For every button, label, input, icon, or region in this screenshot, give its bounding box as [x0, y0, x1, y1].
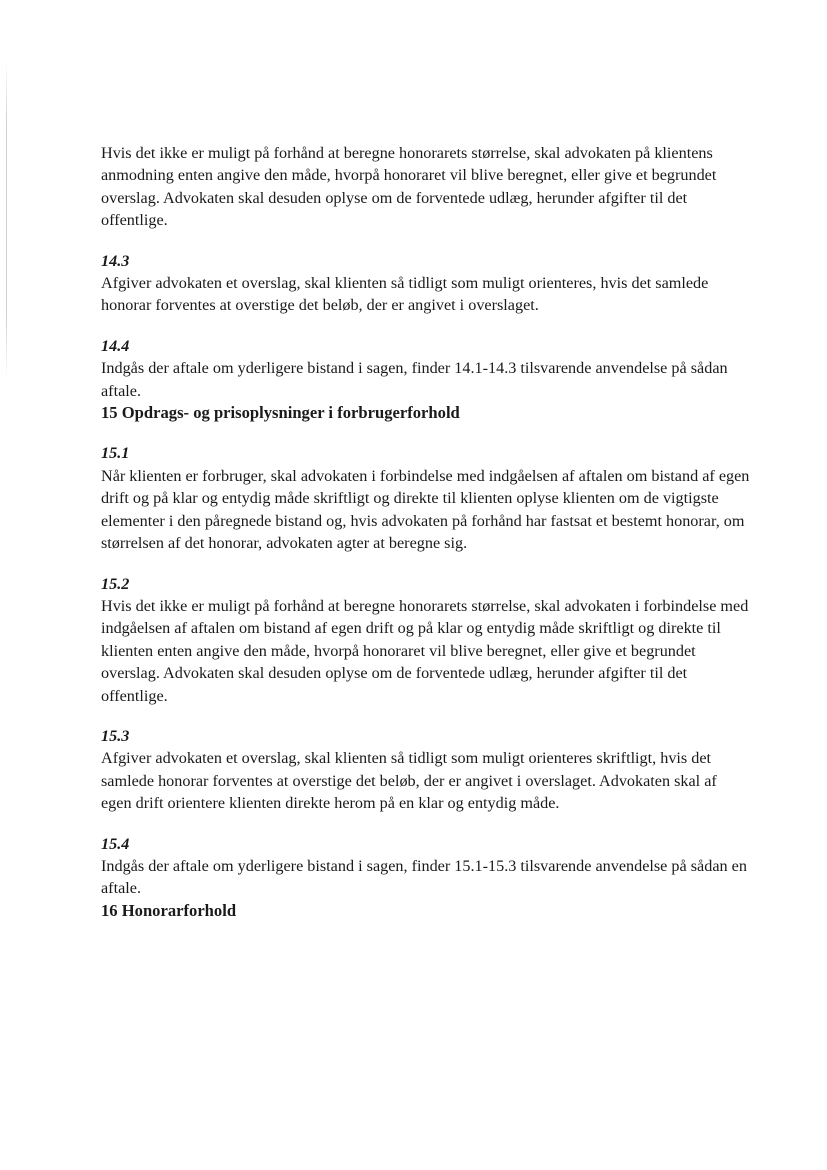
section-14-4: [101, 335, 751, 402]
section-text: Indgås der aftale om yderligere bistand i sagen, finder 14.1-14.3 tilsvarende anvendelse på sådan aftale.: [101, 359, 728, 400]
section-14-3: [101, 250, 751, 317]
section-text: Indgås der aftale om yderligere bistand i sagen, finder 15.1-15.3 tilsvarende anvendelse på sådan en aftale.: [101, 856, 747, 898]
document-page: [101, 142, 751, 922]
section-number: 14.3: [101, 251, 130, 270]
section-number: 15.3: [101, 726, 130, 745]
section-number: 15.2: [101, 574, 130, 593]
heading-16: 16 Honorarforhold: [101, 900, 237, 920]
section-text: Hvis det ikke er muligt på forhånd at beregne honorarets størrelse, skal advokaten i forbindelse med indgåelsen af aftalen om bistand af egen drift og på klar og entydig måde skriftligt og direkte til klienten enten angive den måde, hvorpå honoraret vil blive beregnet, eller give et begrundet overslag. Advokaten skal desuden oplyse om de forventede udlæg, herunder afgifter til det offentlige.: [101, 596, 749, 705]
section-15-3: [101, 725, 751, 815]
section-text: Afgiver advokaten et overslag, skal klienten så tidligt som muligt orienteres skriftligt, hvis det samlede honorar forventes at overstige det beløb, der er angivet i overslaget. Advokaten skal af egen drift orientere klienten direkte herom på en klar og entydig måde.: [101, 749, 717, 813]
section-number: 15.1: [101, 444, 130, 463]
section-number: 14.4: [101, 336, 130, 355]
section-15-1: [101, 442, 751, 554]
section-number: 15.4: [101, 834, 130, 853]
scan-edge-mark: [6, 60, 7, 380]
section-15-2: [101, 573, 751, 707]
heading-15: 15 Opdrags- og prisoplysninger i forbrugerforhold: [101, 403, 460, 423]
intro-paragraph: Hvis det ikke er muligt på forhånd at beregne honorarets størrelse, skal advokaten på klientens anmodning enten angive den måde, hvorpå honoraret vil blive beregnet, eller give et begrundet overslag. Advokaten skal desuden oplyse om de forventede udlæg, herunder afgifter til det offentlige.: [101, 144, 717, 230]
section-15-4: [101, 833, 751, 900]
section-text: Afgiver advokaten et overslag, skal klienten så tidligt som muligt orienteres, hvis det samlede honorar forventes at overstige det beløb, der er angivet i overslaget.: [101, 274, 709, 315]
section-text: Når klienten er forbruger, skal advokaten i forbindelse med indgåelsen af aftalen om bistand af egen drift og på klar og entydig måde skriftligt og direkte til klienten oplyse klienten om de vigtigste elementer i den påregnede bistand og, hvis advokaten på forhånd har fastsat et bestemt honorar, om størrelsen af det honorar, advokaten agter at beregne sig.: [101, 466, 750, 553]
